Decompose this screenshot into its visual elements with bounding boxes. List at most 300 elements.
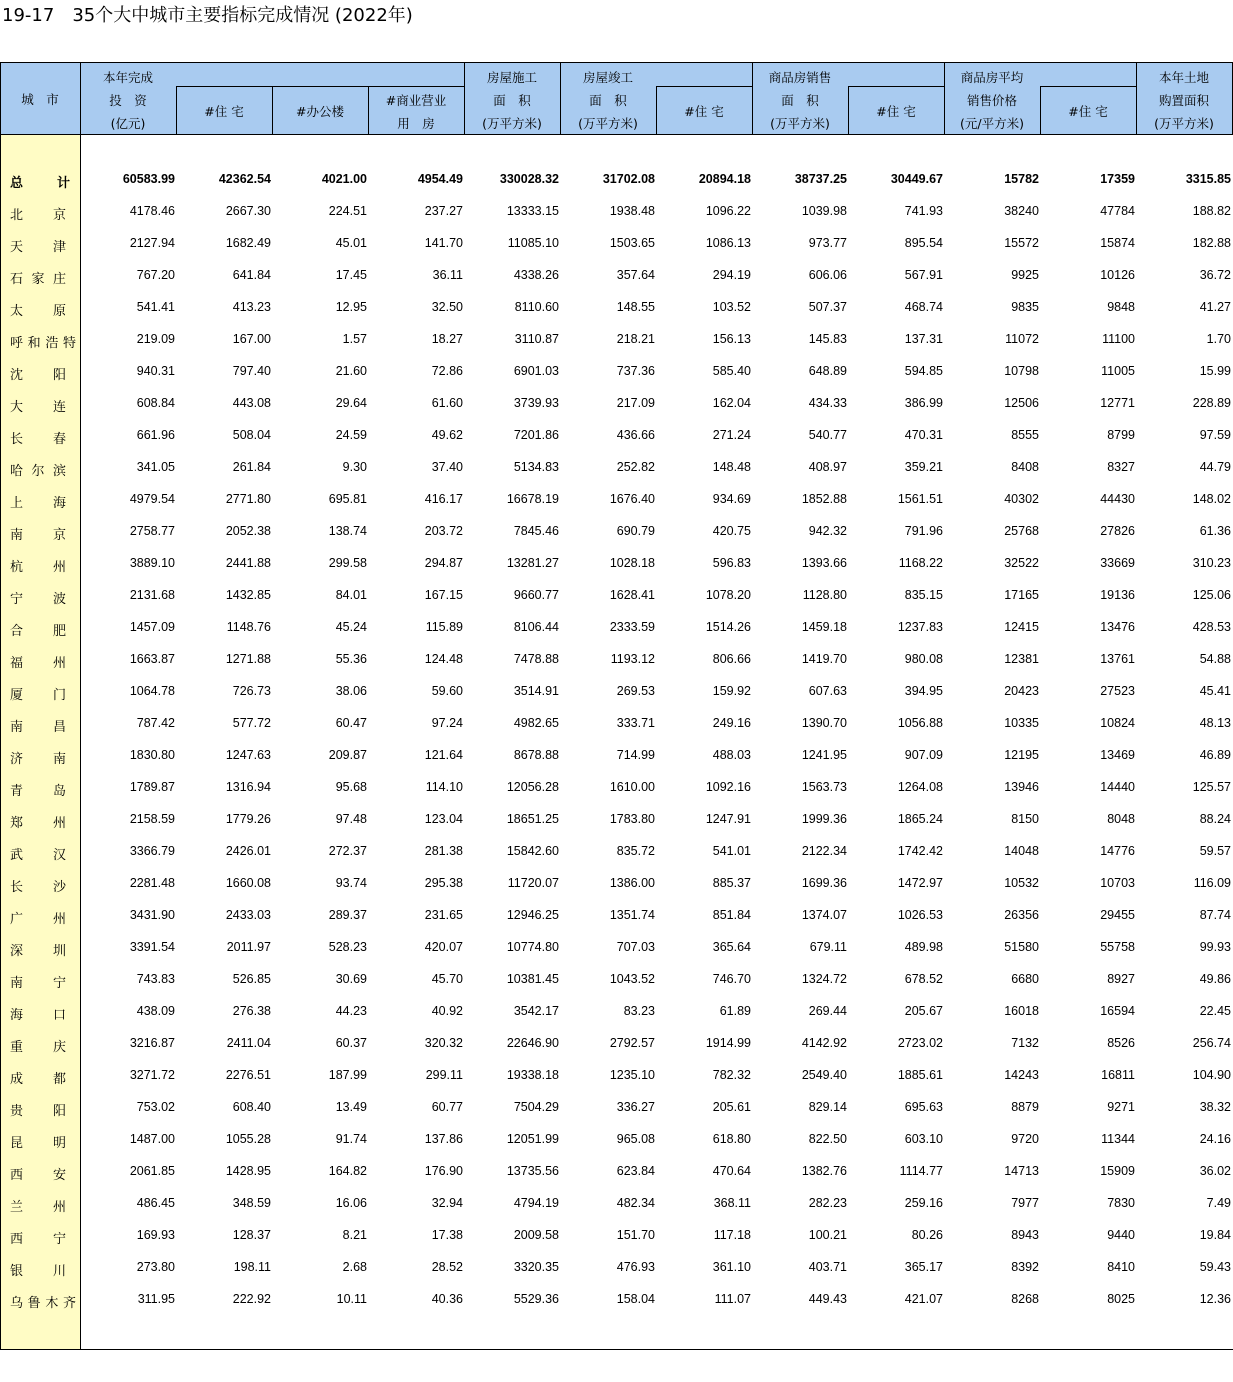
value-cell: 3216.87 (129, 1036, 175, 1050)
value-cell: 1459.18 (801, 620, 847, 634)
value-cell: 577.72 (232, 716, 271, 730)
value-cell: 8392 (1011, 1260, 1039, 1274)
value-cell: 540.77 (808, 428, 847, 442)
value-cell: 1386.00 (609, 876, 655, 890)
value-cell: 1419.70 (801, 652, 847, 666)
value-cell: 1028.18 (609, 556, 655, 570)
city-cell: 兰 州 (10, 1200, 66, 1215)
value-cell: 97.48 (335, 812, 367, 826)
value-cell: 13476 (1100, 620, 1135, 634)
city-cell: 上 海 (10, 496, 66, 511)
value-cell: 10824 (1100, 716, 1135, 730)
value-cell: 11720.07 (507, 876, 559, 890)
value-cell: 851.84 (712, 908, 751, 922)
value-cell: 416.17 (424, 492, 463, 506)
value-cell: 486.45 (136, 1196, 175, 1210)
value-cell: 151.70 (616, 1228, 655, 1242)
value-cell: 2281.48 (129, 876, 175, 890)
value-cell: 8879 (1011, 1100, 1039, 1114)
value-cell: 44.79 (1199, 460, 1231, 474)
value-cell: 1938.48 (609, 204, 655, 218)
value-cell: 273.80 (136, 1260, 175, 1274)
value-cell: 294.87 (424, 556, 463, 570)
header-price-3: (元/平方米) (960, 116, 1024, 131)
value-cell: 1428.95 (225, 1164, 271, 1178)
value-cell: 10774.80 (506, 940, 559, 954)
city-column-rule (80, 62, 81, 1350)
value-cell: 1432.85 (225, 588, 271, 602)
value-cell: 1043.52 (609, 972, 655, 986)
city-cell: 天 津 (10, 240, 66, 255)
value-cell: 13333.15 (506, 204, 559, 218)
value-cell: 1271.88 (225, 652, 271, 666)
value-cell: 12.36 (1199, 1292, 1231, 1306)
value-cell: 7845.46 (513, 524, 559, 538)
value-cell: 49.86 (1199, 972, 1231, 986)
value-cell: 2009.58 (513, 1228, 559, 1242)
value-cell: 8678.88 (513, 748, 559, 762)
value-cell: 59.43 (1199, 1260, 1231, 1274)
value-cell: 294.19 (712, 268, 751, 282)
value-cell: 1885.61 (897, 1068, 943, 1082)
value-cell: 203.72 (424, 524, 463, 538)
value-cell: 29.64 (335, 396, 367, 410)
value-cell: 15572 (1004, 236, 1039, 250)
city-cell: 南 京 (10, 528, 66, 543)
value-cell: 14440 (1100, 780, 1135, 794)
value-cell: 797.40 (232, 364, 271, 378)
value-cell: 895.54 (904, 236, 943, 250)
value-cell: 14776 (1100, 844, 1135, 858)
header-sales-residential: #住 宅 (876, 104, 916, 119)
value-cell: 403.71 (808, 1260, 847, 1274)
value-cell: 3271.72 (129, 1068, 175, 1082)
header-commercial-2: 用 房 (397, 116, 435, 131)
value-cell: 36.72 (1199, 268, 1231, 282)
value-cell: 1487.00 (129, 1132, 175, 1146)
value-cell: 176.90 (424, 1164, 463, 1178)
value-cell: 145.83 (808, 332, 847, 346)
value-cell: 60.37 (335, 1036, 367, 1050)
value-cell: 97.59 (1199, 428, 1231, 442)
value-cell: 7830 (1107, 1196, 1135, 1210)
value-cell: 12051.99 (506, 1132, 559, 1146)
value-cell: 333.71 (616, 716, 655, 730)
table-code: 19-17 (2, 5, 55, 26)
value-cell: 104.90 (1192, 1068, 1231, 1082)
value-cell: 641.84 (232, 268, 271, 282)
value-cell: 528.23 (328, 940, 367, 954)
value-cell: 1026.53 (897, 908, 943, 922)
value-cell: 5134.83 (513, 460, 559, 474)
value-cell: 746.70 (712, 972, 751, 986)
value-cell: 14713 (1004, 1164, 1039, 1178)
city-cell: 长 沙 (10, 880, 66, 895)
value-cell: 59.60 (431, 684, 463, 698)
value-cell: 16.06 (335, 1196, 367, 1210)
value-cell: 17359 (1100, 172, 1135, 186)
value-cell: 40302 (1004, 492, 1039, 506)
value-cell: 361.10 (712, 1260, 751, 1274)
value-cell: 1092.16 (705, 780, 751, 794)
city-cell: 武 汉 (10, 848, 66, 863)
value-cell: 2.68 (342, 1260, 367, 1274)
value-cell: 2061.85 (129, 1164, 175, 1178)
value-cell: 1390.70 (801, 716, 847, 730)
value-cell: 91.74 (335, 1132, 367, 1146)
value-cell: 11072 (1005, 332, 1039, 346)
value-cell: 470.31 (904, 428, 943, 442)
value-cell: 420.07 (424, 940, 463, 954)
value-cell: 1247.91 (705, 812, 751, 826)
value-cell: 980.08 (904, 652, 943, 666)
value-cell: 256.74 (1192, 1036, 1231, 1050)
value-cell: 4338.26 (513, 268, 559, 282)
value-cell: 12946.25 (506, 908, 559, 922)
value-cell: 54.88 (1199, 652, 1231, 666)
value-cell: 2549.40 (801, 1068, 847, 1082)
value-cell: 12771 (1100, 396, 1135, 410)
value-cell: 24.16 (1199, 1132, 1231, 1146)
value-cell: 2792.57 (609, 1036, 655, 1050)
value-cell: 20894.18 (698, 172, 751, 186)
value-cell: 348.59 (232, 1196, 271, 1210)
value-cell: 148.48 (712, 460, 751, 474)
value-cell: 21.60 (335, 364, 367, 378)
value-cell: 9848 (1107, 300, 1135, 314)
value-cell: 209.87 (328, 748, 367, 762)
city-cell: 银 川 (10, 1264, 66, 1279)
value-cell: 8327 (1107, 460, 1135, 474)
value-cell: 320.32 (424, 1036, 463, 1050)
value-cell: 835.72 (616, 844, 655, 858)
value-cell: 907.09 (904, 748, 943, 762)
value-cell: 137.31 (904, 332, 943, 346)
value-cell: 40.92 (431, 1004, 463, 1018)
value-cell: 470.64 (712, 1164, 751, 1178)
header-invest-3: (亿元) (110, 116, 146, 131)
value-cell: 8526 (1107, 1036, 1135, 1050)
value-cell: 336.27 (616, 1100, 655, 1114)
value-cell: 32522 (1004, 556, 1039, 570)
value-cell: 148.55 (616, 300, 655, 314)
header-land-1: 本年土地 (1158, 70, 1209, 85)
value-cell: 97.24 (431, 716, 463, 730)
city-cell: 广 州 (10, 912, 66, 927)
value-cell: 2433.03 (225, 908, 271, 922)
value-cell: 88.24 (1199, 812, 1231, 826)
value-cell: 1663.87 (129, 652, 175, 666)
city-cell: 杭 州 (10, 560, 66, 575)
city-cell: 乌 鲁 木 齐 (10, 1296, 76, 1311)
value-cell: 26356 (1004, 908, 1039, 922)
value-cell: 40.36 (431, 1292, 463, 1306)
value-cell: 357.64 (616, 268, 655, 282)
value-cell: 27523 (1100, 684, 1135, 698)
value-cell: 1789.87 (129, 780, 175, 794)
value-cell: 341.05 (136, 460, 175, 474)
value-cell: 1742.42 (897, 844, 943, 858)
value-cell: 138.74 (328, 524, 367, 538)
city-cell: 成 都 (10, 1072, 66, 1087)
value-cell: 10798 (1004, 364, 1039, 378)
value-cell: 2441.88 (225, 556, 271, 570)
value-cell: 4794.19 (513, 1196, 559, 1210)
value-cell: 4982.65 (513, 716, 559, 730)
value-cell: 1628.41 (609, 588, 655, 602)
value-cell: 228.89 (1192, 396, 1231, 410)
value-cell: 2131.68 (129, 588, 175, 602)
value-cell: 95.68 (335, 780, 367, 794)
value-cell: 4979.54 (129, 492, 175, 506)
value-cell: 822.50 (808, 1132, 847, 1146)
value-cell: 541.01 (712, 844, 751, 858)
value-cell: 737.36 (616, 364, 655, 378)
value-cell: 507.37 (808, 300, 847, 314)
value-cell: 526.85 (232, 972, 271, 986)
value-cell: 2122.34 (801, 844, 847, 858)
value-cell: 608.84 (136, 396, 175, 410)
value-cell: 1247.63 (225, 748, 271, 762)
value-cell: 13.49 (335, 1100, 367, 1114)
value-cell: 8927 (1107, 972, 1135, 986)
header-city: 城 市 (21, 92, 59, 107)
value-cell: 1351.74 (609, 908, 655, 922)
value-cell: 1561.51 (897, 492, 943, 506)
value-cell: 965.08 (616, 1132, 655, 1146)
value-cell: 1.57 (342, 332, 367, 346)
value-cell: 2426.01 (225, 844, 271, 858)
value-cell: 434.33 (808, 396, 847, 410)
value-cell: 272.37 (328, 844, 367, 858)
value-cell: 585.40 (712, 364, 751, 378)
data-table (0, 62, 1233, 1351)
city-cell: 石 家 庄 (10, 272, 66, 287)
header-invest-2: 投 资 (109, 93, 147, 108)
value-cell: 885.37 (712, 876, 751, 890)
value-cell: 3315.85 (1185, 172, 1231, 186)
value-cell: 679.11 (809, 940, 847, 954)
value-cell: 16811 (1101, 1068, 1135, 1082)
value-cell: 1999.36 (801, 812, 847, 826)
city-cell: 厦 门 (10, 688, 66, 703)
value-cell: 607.63 (808, 684, 847, 698)
value-cell: 1056.88 (897, 716, 943, 730)
value-cell: 421.07 (904, 1292, 943, 1306)
value-cell: 17.45 (335, 268, 367, 282)
value-cell: 1.70 (1206, 332, 1231, 346)
value-cell: 1852.88 (801, 492, 847, 506)
value-cell: 10.11 (336, 1292, 367, 1306)
value-cell: 420.75 (712, 524, 751, 538)
value-cell: 60.47 (335, 716, 367, 730)
value-cell: 394.95 (904, 684, 943, 698)
value-cell: 942.32 (808, 524, 847, 538)
value-cell: 3320.35 (513, 1260, 559, 1274)
value-cell: 973.77 (808, 236, 847, 250)
value-cell: 8.21 (342, 1228, 367, 1242)
value-cell: 9835 (1011, 300, 1039, 314)
value-cell: 224.51 (328, 204, 367, 218)
value-cell: 13735.56 (506, 1164, 559, 1178)
sales-sub-rule (848, 86, 944, 87)
value-cell: 2127.94 (129, 236, 175, 250)
value-cell: 690.79 (616, 524, 655, 538)
value-cell: 261.84 (232, 460, 271, 474)
value-cell: 3739.93 (513, 396, 559, 410)
value-cell: 1563.73 (801, 780, 847, 794)
value-cell: 1055.28 (225, 1132, 271, 1146)
value-cell: 37.40 (431, 460, 463, 474)
value-cell: 1168.22 (898, 556, 943, 570)
value-cell: 47784 (1100, 204, 1135, 218)
value-cell: 60.77 (431, 1100, 463, 1114)
value-cell: 829.14 (808, 1100, 847, 1114)
value-cell: 1865.24 (897, 812, 943, 826)
value-cell: 2758.77 (129, 524, 175, 538)
value-cell: 61.89 (719, 1004, 751, 1018)
value-cell: 249.16 (712, 716, 751, 730)
city-cell: 总 计 (10, 176, 70, 191)
value-cell: 3431.90 (129, 908, 175, 922)
value-cell: 15782 (1004, 172, 1039, 186)
value-cell: 365.17 (904, 1260, 943, 1274)
value-cell: 1682.49 (225, 236, 271, 250)
value-cell: 8150 (1011, 812, 1039, 826)
value-cell: 148.02 (1192, 492, 1231, 506)
value-cell: 594.85 (904, 364, 943, 378)
value-cell: 567.91 (904, 268, 943, 282)
value-cell: 128.37 (232, 1228, 271, 1242)
header-construction-1: 房屋施工 (486, 70, 537, 85)
value-cell: 2276.51 (225, 1068, 271, 1082)
value-cell: 468.74 (904, 300, 943, 314)
invest-sub-rule (176, 86, 464, 87)
value-cell: 835.15 (904, 588, 943, 602)
value-cell: 167.00 (232, 332, 271, 346)
value-cell: 289.37 (328, 908, 367, 922)
value-cell: 45.01 (335, 236, 367, 250)
value-cell: 22.45 (1199, 1004, 1231, 1018)
value-cell: 606.06 (808, 268, 847, 282)
value-cell: 87.74 (1199, 908, 1231, 922)
value-cell: 10703 (1100, 876, 1135, 890)
value-cell: 408.97 (808, 460, 847, 474)
header-sales-1: 商品房销售 (768, 70, 832, 85)
value-cell: 311.95 (137, 1292, 175, 1306)
value-cell: 93.74 (335, 876, 367, 890)
value-cell: 24.59 (335, 428, 367, 442)
value-cell: 1264.08 (897, 780, 943, 794)
value-cell: 3366.79 (129, 844, 175, 858)
value-cell: 7478.88 (513, 652, 559, 666)
value-cell: 7201.86 (513, 428, 559, 442)
value-cell: 12195 (1004, 748, 1039, 762)
value-cell: 8110.60 (514, 300, 559, 314)
value-cell: 8555 (1011, 428, 1039, 442)
value-cell: 17165 (1004, 588, 1039, 602)
city-cell: 大 连 (10, 400, 66, 415)
value-cell: 1237.83 (897, 620, 943, 634)
value-cell: 45.24 (335, 620, 367, 634)
value-cell: 125.06 (1192, 588, 1231, 602)
city-cell: 海 口 (10, 1008, 66, 1023)
value-cell: 2771.80 (225, 492, 271, 506)
value-cell: 3542.17 (513, 1004, 559, 1018)
value-cell: 5529.36 (513, 1292, 559, 1306)
value-cell: 2411.04 (226, 1036, 271, 1050)
value-cell: 8048 (1107, 812, 1135, 826)
value-cell: 38.06 (335, 684, 367, 698)
value-cell: 443.08 (232, 396, 271, 410)
city-cell: 青 岛 (10, 784, 66, 799)
header-construction-3: (万平方米) (482, 116, 542, 131)
city-cell: 贵 阳 (10, 1104, 66, 1119)
city-cell: 哈 尔 滨 (10, 464, 66, 479)
value-cell: 114.10 (425, 780, 463, 794)
value-cell: 661.96 (136, 428, 175, 442)
header-construction-2: 面 积 (493, 93, 531, 108)
value-cell: 15842.60 (506, 844, 559, 858)
value-cell: 299.11 (425, 1068, 463, 1082)
value-cell: 476.93 (616, 1260, 655, 1274)
table-bottom-rule (0, 1349, 1233, 1350)
value-cell: 1472.97 (897, 876, 943, 890)
value-cell: 8268 (1011, 1292, 1039, 1306)
value-cell: 44430 (1100, 492, 1135, 506)
value-cell: 44.23 (335, 1004, 367, 1018)
value-cell: 182.88 (1192, 236, 1231, 250)
value-cell: 508.04 (232, 428, 271, 442)
header-sales-3: (万平方米) (770, 116, 830, 131)
value-cell: 359.21 (904, 460, 943, 474)
value-cell: 618.80 (712, 1132, 751, 1146)
value-cell: 2158.59 (129, 812, 175, 826)
value-cell: 13281.27 (506, 556, 559, 570)
value-cell: 33669 (1100, 556, 1135, 570)
value-cell: 159.92 (712, 684, 751, 698)
value-cell: 9271 (1107, 1100, 1135, 1114)
value-cell: 2011.97 (226, 940, 271, 954)
value-cell: 42362.54 (218, 172, 271, 186)
value-cell: 83.23 (623, 1004, 655, 1018)
value-cell: 596.83 (712, 556, 751, 570)
value-cell: 1393.66 (801, 556, 847, 570)
value-cell: 111.07 (714, 1292, 751, 1306)
value-cell: 217.09 (616, 396, 655, 410)
value-cell: 310.23 (1192, 556, 1231, 570)
value-cell: 1503.65 (609, 236, 655, 250)
city-cell: 福 州 (10, 656, 66, 671)
city-cell: 沈 阳 (10, 368, 66, 383)
value-cell: 2723.02 (897, 1036, 943, 1050)
value-cell: 741.93 (904, 204, 943, 218)
price-sub-rule (1040, 86, 1136, 87)
value-cell: 13761 (1100, 652, 1135, 666)
value-cell: 30.69 (335, 972, 367, 986)
value-cell: 488.03 (712, 748, 751, 762)
value-cell: 4954.49 (417, 172, 463, 186)
value-cell: 12415 (1004, 620, 1039, 634)
value-cell: 6680 (1011, 972, 1039, 986)
value-cell: 8408 (1011, 460, 1039, 474)
value-cell: 12506 (1004, 396, 1039, 410)
value-cell: 12.95 (335, 300, 367, 314)
value-cell: 16678.19 (506, 492, 559, 506)
value-cell: 15.99 (1199, 364, 1231, 378)
value-cell: 60583.99 (122, 172, 175, 186)
value-cell: 123.04 (424, 812, 463, 826)
